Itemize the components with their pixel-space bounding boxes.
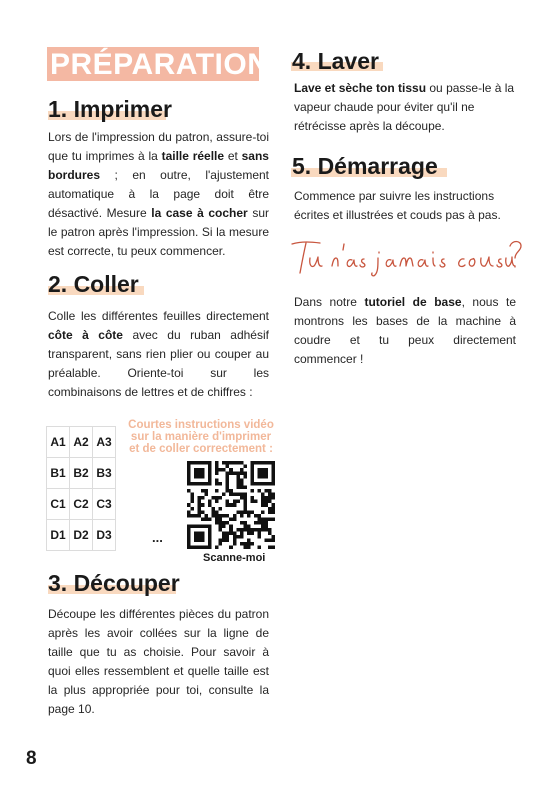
heading-coller: 2. Coller [48,271,139,297]
heading-decouper: 3. Découper [48,570,180,596]
grid-cell: A2 [70,427,93,458]
heading-demarrage: 5. Démarrage [292,153,438,179]
grid-cell: D2 [70,520,93,551]
grid-row [47,489,116,520]
grid-cell: C3 [93,489,116,520]
heading-laver: 4. Laver [292,48,379,74]
grid-cell: B1 [47,458,70,489]
paragraph-laver: Lave et sèche ton tissu ou passe-le à la vapeur chaude pour éviter qu'il ne rétrécisse après la découpe. [294,81,515,133]
grid-row [47,427,116,458]
paragraph-decouper: Découpe les différentes pièces du patron après les avoir collées sur la ligne de taille que tu as choisie. Pour savoir à quoi elles ressemblent et quelle taille est la plus appropriée pour toi, consulte la page 10. [48,607,269,716]
grid-row [47,458,116,489]
grid-cell: A3 [93,427,116,458]
grid-cell: B2 [70,458,93,489]
grid-cell: D1 [47,520,70,551]
grid-cell: C2 [70,489,93,520]
script-headline [288,236,524,283]
sheet-grid [46,426,116,551]
grid-row [47,520,116,551]
page-title: PRÉPARATION [50,48,270,81]
grid-ellipsis: ... [152,530,163,545]
paragraph-tutoriel: Dans notre tutoriel de base, nous te montrons les bases de la machine à coudre et tu peux directement commencer ! [294,295,517,366]
qr-caption: Scanne-moi [203,552,266,564]
grid-cell: A1 [47,427,70,458]
page-number: 8 [26,748,37,769]
grid-cell: C1 [47,489,70,520]
paragraph-imprimer: Lors de l'impression du patron, assure-toi que tu imprimes à la taille réelle et sans bordures ; en outre, l'ajustement automatique à la page doit être désactivé. Mesure la case à cocher sur le patron après l'impression. Si la mesure est correcte, tu peux commencer. [48,130,269,258]
paragraph-demarrage: Commence par suivre les instructions écrites et illustrées et couds pas à pas. [294,189,501,222]
grid-cell: D3 [93,520,116,551]
grid-cell: B3 [93,458,116,489]
heading-imprimer: 1. Imprimer [48,96,172,122]
qr-code[interactable] [187,461,275,549]
video-note: Courtes instructions vidéo sur la manière d'imprimer et de coller correctement : [128,419,274,455]
paragraph-coller: Colle les différentes feuilles directement côte à côte avec du ruban adhésif transparent, sans rien plier ou couper au préalable. Oriente-toi sur les combinaisons de lettres et de chiffres : [48,309,269,399]
